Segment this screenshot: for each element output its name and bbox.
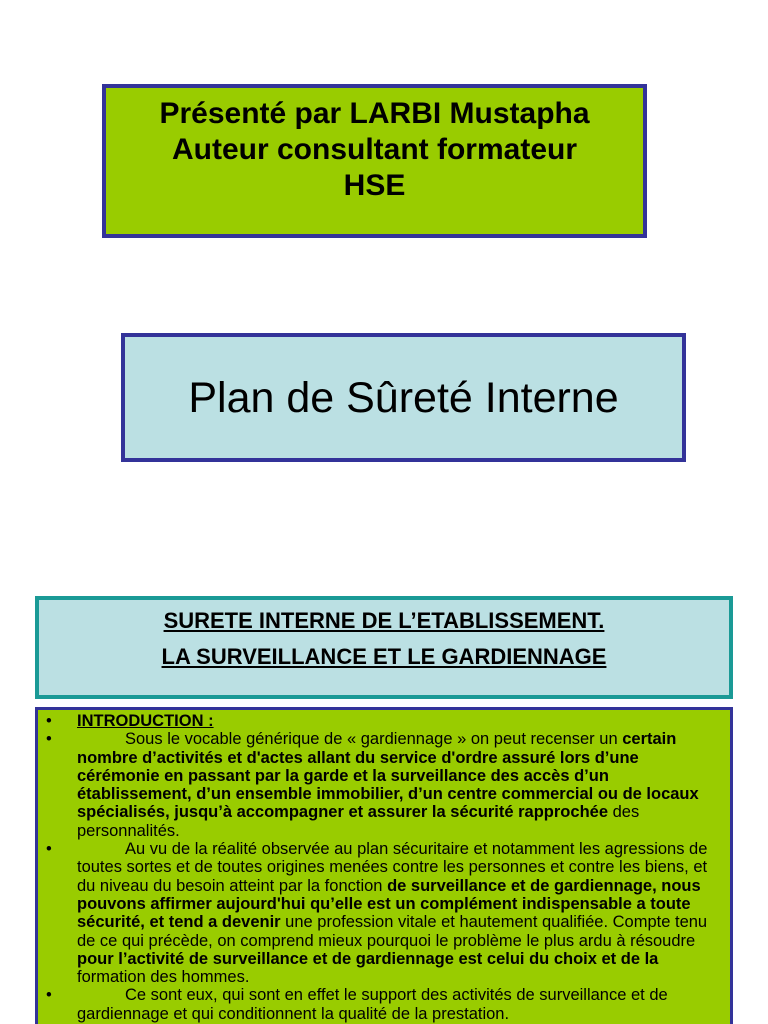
- bullet-marker: •: [46, 712, 52, 730]
- bullet-paragraph-2: [44, 840, 720, 986]
- bullet-marker: •: [46, 840, 52, 859]
- paragraph-2-part-d: pour l’activité de surveillance et de gardiennage est celui du choix et de la: [77, 949, 659, 968]
- section-heading-2: LA SURVEILLANCE ET LE GARDIENNAGE: [161, 644, 607, 669]
- author-box: [102, 84, 647, 238]
- paragraph-2-part-a: Au vu de la réalité observée au plan sécuritaire et notamment les agressions de toutes sortes et de toutes origines menées contre les personnes et contre les biens, et du niveau du besoin atteint par la fonction: [77, 840, 708, 895]
- body-text-box: [35, 707, 733, 1024]
- author-line-2: Auteur consultant formateur: [171, 133, 578, 166]
- title-box: [121, 333, 686, 462]
- paragraph-3-part-a: Ce sont eux, qui sont en effet le support des activités de surveillance et de gardiennage et qui conditionnent la qualité de la prestation.: [77, 986, 668, 1023]
- bullet-marker: •: [46, 730, 52, 749]
- paragraph-2: [77, 840, 720, 986]
- intro-label: INTRODUCTION :: [77, 712, 214, 730]
- document-title: Plan de Sûreté Interne: [188, 373, 619, 422]
- bullet-intro: [44, 712, 720, 730]
- paragraph-2-part-c: une profession vitale et hautement qualifiée. Compte tenu de ce qui précède, on comprend mieux pourquoi le problème le plus ardu à résoudre: [77, 913, 708, 950]
- paragraph-2-part-e: formation des hommes.: [77, 968, 250, 987]
- bullet-marker: •: [46, 986, 52, 1005]
- paragraph-3: [77, 986, 720, 1023]
- bullet-paragraph-1: [44, 730, 720, 840]
- author-line-3: HSE: [343, 169, 406, 202]
- section-heading-1: SURETE INTERNE DE L’ETABLISSEMENT.: [163, 608, 605, 633]
- paragraph-1-part-b: certain nombre d’activités et d'actes allant du service d'ordre assuré lors d’une cérémonie en passant par la garde et la surveillance des accès d’un établissement, d’un ensemble immobilier, d’un centre commercial ou de locaux spécialisés, jusqu’à accompagner et assurer la sécurité rapprochée: [77, 730, 699, 822]
- section-heading-box: [35, 596, 733, 699]
- paragraph-1: [77, 730, 720, 840]
- bullet-paragraph-3: [44, 986, 720, 1023]
- paragraph-1-part-a: Sous le vocable générique de « gardiennage » on peut recenser un: [125, 730, 618, 749]
- paragraph-2-part-b: de surveillance et de gardiennage, nous pouvons affirmer aujourd'hui qu’elle est un complément indispensable a toute sécurité, et tend a devenir: [77, 876, 701, 932]
- paragraph-1-part-c: des personnalités.: [77, 803, 640, 840]
- author-line-1: Présenté par LARBI Mustapha: [159, 97, 590, 130]
